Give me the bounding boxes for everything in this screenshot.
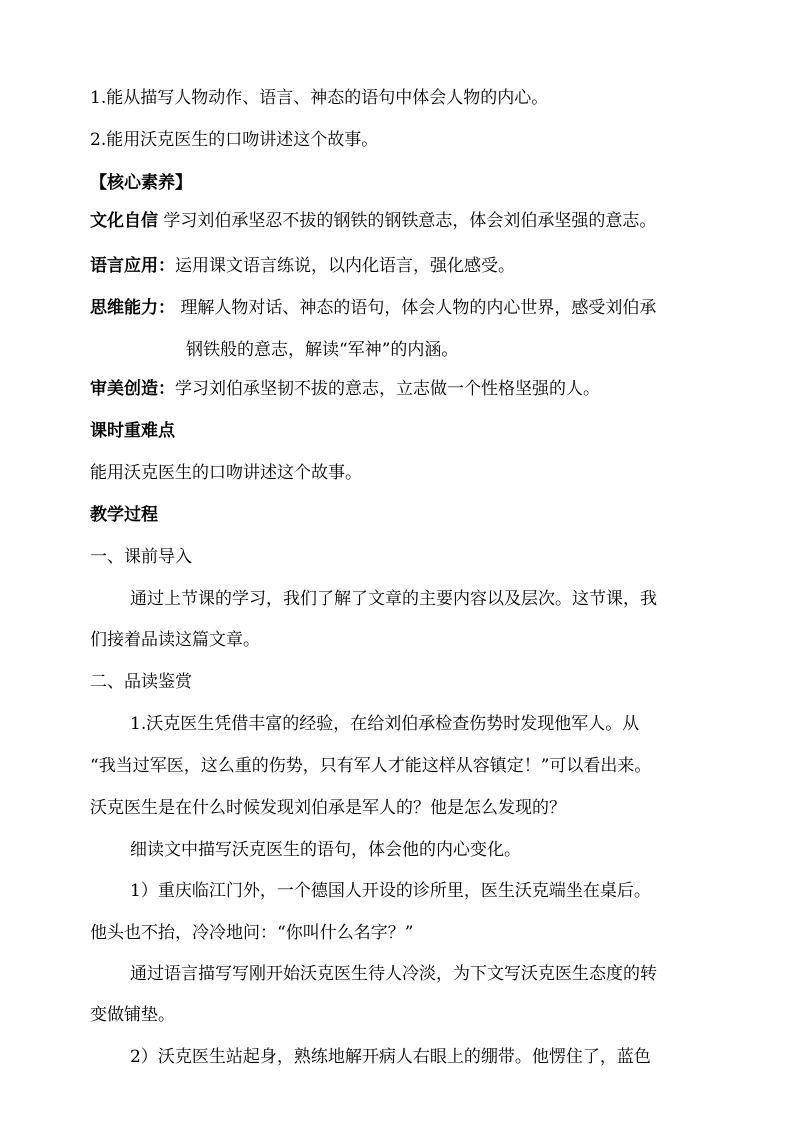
- core-aesthetic-text: 学习刘伯承坚韧不拔的意志，立志做一个性格坚强的人。: [175, 379, 600, 399]
- section-2-title: 二、品读鉴赏: [90, 672, 192, 692]
- core-culture-label: 文化自信: [90, 211, 158, 231]
- passage-1-note-line-2: 变做铺垫。: [90, 1005, 175, 1025]
- core-aesthetic-label: 审美创造：: [90, 379, 175, 399]
- passage-1-note-line-1: 通过语言描写写刚开始沃克医生待人冷淡，为下文写沃克医生态度的转: [130, 964, 657, 984]
- passage-1-line-1: 1）重庆临江门外，一个德国人开设的诊所里，医生沃克端坐在桌后。: [130, 881, 651, 901]
- process-heading: 教学过程: [90, 505, 158, 525]
- question-1-line-2: “我当过军医，这么重的伤势，只有军人才能这样从容镇定！”可以看出来。: [90, 756, 652, 776]
- section-1-para-line-1: 通过上节课的学习，我们了解了文章的主要内容以及层次。这节课，我: [130, 589, 657, 609]
- question-1-line-1: 1.沃克医生凭借丰富的经验，在给刘伯承检查伤势时发现他军人。从: [130, 714, 640, 734]
- key-heading: 课时重难点: [90, 421, 175, 441]
- core-aesthetic: [90, 377, 600, 401]
- core-language-text: 运用课文语言练说，以内化语言，强化感受。: [175, 256, 515, 276]
- core-thinking-text-1: 理解人物对话、神态的语句，体会人物的内心世界，感受刘伯承: [180, 298, 657, 318]
- core-thinking: [90, 296, 656, 320]
- passage-2-line-1: 2）沃克医生站起身，熟练地解开病人右眼上的绷带。他愣住了，蓝色: [130, 1047, 651, 1067]
- objective-1: 1.能从描写人物动作、语言、神态的语句中体会人物的内心。: [90, 88, 549, 108]
- core-thinking-label: 思维能力：: [90, 298, 175, 318]
- passage-1-line-2: 他头也不抬，冷冷地问：“你叫什么名字？”: [90, 923, 414, 943]
- core-culture: [90, 209, 656, 233]
- detail-read-instruction: 细读文中描写沃克医生的语句，体会他的内心变化。: [130, 840, 521, 860]
- key-text: 能用沃克医生的口吻讲述这个故事。: [90, 463, 362, 483]
- section-1-title: 一、课前导入: [90, 547, 192, 567]
- core-heading: 【核心素养】: [90, 173, 192, 193]
- core-culture-text: 学习刘伯承坚忍不拔的钢铁的钢铁意志，体会刘伯承坚强的意志。: [163, 211, 657, 231]
- core-thinking-text-2: 钢铁般的意志，解读“军神”的内涵。: [186, 340, 459, 360]
- section-1-para-line-2: 们接着品读这篇文章。: [90, 630, 260, 650]
- core-language-label: 语言应用：: [90, 256, 175, 276]
- objective-2: 2.能用沃克医生的口吻讲述这个故事。: [90, 130, 379, 150]
- core-language: [90, 254, 515, 278]
- question-1-line-3: 沃克医生是在什么时候发现刘伯承是军人的？他是怎么发现的？: [90, 798, 566, 818]
